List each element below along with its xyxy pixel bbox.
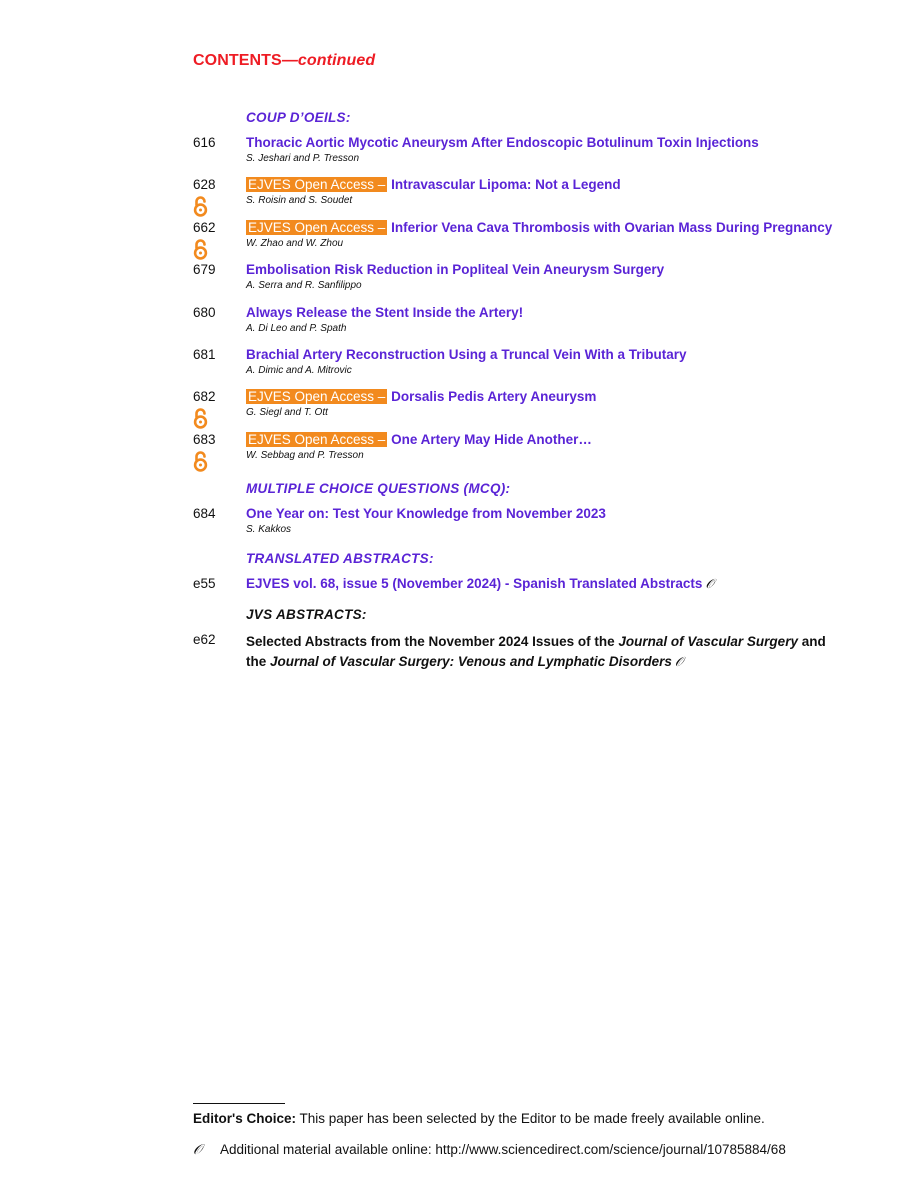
section-heading-mcq: MULTIPLE CHOICE QUESTIONS (MCQ): (246, 481, 511, 496)
entry-title-text: Brachial Artery Reconstruction Using a Truncal Vein With a Tributary (246, 347, 687, 362)
entry-title-link[interactable] (246, 220, 832, 235)
page-number: 616 (193, 135, 216, 150)
entry-title-link[interactable] (246, 177, 621, 192)
footnote-additional-material (193, 1142, 786, 1158)
title-part-2: and the (246, 634, 826, 669)
editors-choice-label: Editor's Choice: (193, 1111, 296, 1126)
online-material-icon: 𝒪 (193, 1142, 202, 1158)
entry-authors: W. Sebbag and P. Tresson (246, 450, 364, 461)
page-number: 683 (193, 432, 216, 447)
continued-label: —continued (281, 52, 376, 69)
entry-title-link[interactable] (246, 576, 714, 592)
entry-title-text: Dorsalis Pedis Artery Aneurysm (391, 389, 597, 404)
entry-title-text: Embolisation Risk Reduction in Popliteal Vein Aneurysm Surgery (246, 262, 665, 277)
entry-authors: A. Serra and R. Sanfilippo (246, 280, 362, 291)
page-number: 679 (193, 262, 216, 277)
page-title (193, 52, 375, 70)
entry-title-text: Thoracic Aortic Mycotic Aneurysm After Endoscopic Botulinum Toxin Injections (246, 135, 759, 150)
entry-title-text: One Artery May Hide Another… (391, 432, 592, 447)
page-number: 684 (193, 506, 216, 521)
entry-authors: G. Siegl and T. Ott (246, 407, 328, 418)
entry-title-link[interactable] (246, 305, 523, 320)
entry-authors: W. Zhao and W. Zhou (246, 238, 344, 249)
entry-authors: S. Jeshari and P. Tresson (246, 153, 360, 164)
page-number: 662 (193, 220, 216, 235)
page-number: 680 (193, 305, 216, 320)
page-number: e55 (193, 576, 216, 591)
entry-authors: A. Di Leo and P. Spath (246, 323, 347, 334)
open-access-badge: EJVES Open Access – (248, 220, 386, 235)
additional-material-text: Additional material available online: http://www.sciencedirect.com/science/journal/10785884/68 (220, 1142, 786, 1157)
entry-title-link[interactable] (246, 389, 596, 404)
editors-choice-text: This paper has been selected by the Editor to be made freely available online. (295, 1111, 765, 1126)
title-part-1: Selected Abstracts from the November 2024 Issues of the (246, 634, 619, 649)
open-access-badge: EJVES Open Access – (248, 177, 386, 192)
entry-title-text: Always Release the Stent Inside the Artery! (246, 305, 524, 320)
contents-label: CONTENTS (193, 52, 282, 69)
page-number: e62 (193, 632, 216, 647)
entry-title-link[interactable] (246, 135, 759, 150)
journal-name-2: Journal of Vascular Surgery: Venous and Lymphatic Disorders (270, 654, 672, 669)
open-access-lock-icon (193, 195, 208, 217)
entry-title-text: EJVES vol. 68, issue 5 (November 2024) - Spanish Translated Abstracts (246, 576, 703, 591)
footnote-editors-choice (193, 1111, 765, 1126)
entry-authors: S. Roisin and S. Soudet (246, 195, 353, 206)
entry-authors: S. Kakkos (246, 524, 292, 535)
open-access-lock-icon (193, 238, 208, 260)
entry-title-link[interactable] (246, 432, 592, 447)
section-heading-jvs-abstracts: JVS ABSTRACTS: (246, 607, 367, 622)
open-access-badge: EJVES Open Access – (248, 432, 386, 447)
entry-title-link[interactable] (246, 262, 664, 277)
entry-title-link[interactable] (246, 347, 686, 362)
online-material-icon: 𝒪 (705, 577, 714, 592)
open-access-lock-icon (193, 407, 208, 429)
entry-title-text (246, 632, 836, 673)
online-material-icon: 𝒪 (674, 655, 684, 670)
open-access-lock-icon (193, 450, 208, 472)
entry-title-text: Intravascular Lipoma: Not a Legend (391, 177, 621, 192)
page-number: 681 (193, 347, 216, 362)
open-access-badge: EJVES Open Access – (248, 389, 386, 404)
entry-authors: A. Dimic and A. Mitrovic (246, 365, 352, 376)
journal-name-1: Journal of Vascular Surgery (618, 634, 798, 649)
entry-title-text: Inferior Vena Cava Thrombosis with Ovarian Mass During Pregnancy (391, 220, 833, 235)
entry-title-link[interactable]: One Year on: Test Your Knowledge from November 2023 (246, 506, 606, 521)
section-heading-translated-abstracts: TRANSLATED ABSTRACTS: (246, 551, 434, 566)
footnote-divider (193, 1103, 285, 1104)
page-number: 682 (193, 389, 216, 404)
section-heading-coup-doeils: COUP D’OEILS: (246, 110, 351, 125)
page-number: 628 (193, 177, 216, 192)
